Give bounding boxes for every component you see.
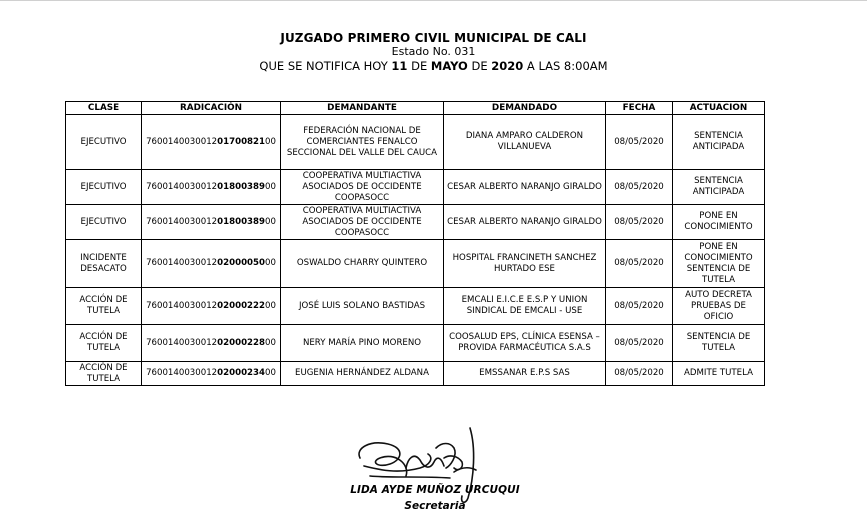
cell-actuacion: AUTO DECRETA PRUEBAS DE OFICIO bbox=[673, 288, 765, 325]
cell-clase: EJECUTIVO bbox=[66, 170, 142, 205]
cell-demandante: FEDERACIÓN NACIONAL DE COMERCIANTES FENALCO SECCIONAL DEL VALLE DEL CAUCA bbox=[281, 115, 444, 170]
cell-demandante: EUGENIA HERNÁNDEZ ALDANA bbox=[281, 362, 444, 386]
table-header-row bbox=[66, 102, 765, 115]
table-row bbox=[66, 170, 765, 205]
cell-actuacion: SENTENCIA ANTICIPADA bbox=[673, 115, 765, 170]
notice-de: DE bbox=[467, 59, 492, 73]
table-row bbox=[66, 205, 765, 240]
cell-fecha: 08/05/2020 bbox=[606, 362, 673, 386]
rad-suffix: 00 bbox=[265, 368, 276, 378]
cell-demandante: OSWALDO CHARRY QUINTERO bbox=[281, 240, 444, 288]
cell-actuacion: ADMITE TUTELA bbox=[673, 362, 765, 386]
cell-demandado: EMSSANAR E.P.S SAS bbox=[444, 362, 606, 386]
rad-suffix: 00 bbox=[265, 300, 276, 311]
cell-fecha: 08/05/2020 bbox=[606, 325, 673, 362]
top-border-line bbox=[0, 0, 867, 1]
column-header-fecha: FECHA bbox=[606, 102, 673, 115]
notice-de: DE bbox=[407, 59, 431, 73]
cell-radicacion bbox=[142, 362, 281, 386]
rad-bold: 01700821 bbox=[217, 136, 265, 147]
cell-fecha: 08/05/2020 bbox=[606, 115, 673, 170]
rad-prefix: 7600140030012 bbox=[146, 258, 218, 268]
rad-prefix: 7600140030012 bbox=[146, 216, 218, 227]
cell-radicacion bbox=[142, 205, 281, 240]
table-row bbox=[66, 288, 765, 325]
rad-bold: 02000228 bbox=[217, 337, 265, 348]
cell-demandante: COOPERATIVA MULTIACTIVA ASOCIADOS DE OCCIDENTE COOPASOCC bbox=[281, 205, 444, 240]
cell-demandante: JOSÉ LUIS SOLANO BASTIDAS bbox=[281, 288, 444, 325]
signer-name: LIDA AYDE MUÑOZ URCUQUI bbox=[350, 484, 520, 496]
cell-demandado: CESAR ALBERTO NARANJO GIRALDO bbox=[444, 170, 606, 205]
rad-prefix: 7600140030012 bbox=[146, 368, 218, 378]
rad-bold: 02000234 bbox=[217, 368, 265, 378]
rad-prefix: 7600140030012 bbox=[146, 337, 218, 348]
rad-prefix: 7600140030012 bbox=[146, 181, 218, 192]
column-header-clase: CLASE bbox=[66, 102, 142, 115]
rad-suffix: 00 bbox=[265, 337, 276, 348]
cell-clase: ACCIÓN DE TUTELA bbox=[66, 288, 142, 325]
rad-prefix: 7600140030012 bbox=[146, 300, 218, 311]
cell-radicacion bbox=[142, 325, 281, 362]
signer-role: Secretaria bbox=[404, 500, 466, 512]
rad-suffix: 00 bbox=[265, 216, 276, 227]
cell-clase: EJECUTIVO bbox=[66, 205, 142, 240]
cell-demandado: COOSALUD EPS, CLÍNICA ESENSA – PROVIDA FARMACÉUTICA S.A.S bbox=[444, 325, 606, 362]
table-row bbox=[66, 325, 765, 362]
table-row bbox=[66, 362, 765, 386]
rad-suffix: 00 bbox=[265, 136, 276, 147]
notice-month: MAYO bbox=[430, 59, 468, 73]
cell-demandado: HOSPITAL FRANCINETH SANCHEZ HURTADO ESE bbox=[444, 240, 606, 288]
table-row bbox=[66, 115, 765, 170]
column-header-radicacion: RADICACIÓN bbox=[142, 102, 281, 115]
rad-bold: 01800389 bbox=[217, 181, 265, 192]
notice-year: 2020 bbox=[491, 59, 524, 73]
cell-demandado: EMCALI E.I.C.E E.S.P Y UNION SINDICAL DE EMCALI - USE bbox=[444, 288, 606, 325]
cell-actuacion: PONE EN CONOCIMIENTO bbox=[673, 205, 765, 240]
column-header-actuacion: ACTUACION bbox=[673, 102, 765, 115]
cell-actuacion: SENTENCIA ANTICIPADA bbox=[673, 170, 765, 205]
table-row bbox=[66, 240, 765, 288]
court-title: JUZGADO PRIMERO CIVIL MUNICIPAL DE CALI bbox=[280, 31, 587, 45]
cell-clase: INCIDENTE DESACATO bbox=[66, 240, 142, 288]
estado-table bbox=[65, 101, 765, 386]
cell-radicacion bbox=[142, 240, 281, 288]
cell-fecha: 08/05/2020 bbox=[606, 288, 673, 325]
cell-fecha: 08/05/2020 bbox=[606, 170, 673, 205]
column-header-demandante: DEMANDANTE bbox=[281, 102, 444, 115]
notice-suffix: A LAS 8:00AM bbox=[523, 59, 608, 73]
rad-suffix: 00 bbox=[265, 258, 276, 268]
notice-prefix: QUE SE NOTIFICA HOY bbox=[259, 59, 392, 73]
cell-actuacion: PONE EN CONOCIMIENTO SENTENCIA DE TUTELA bbox=[673, 240, 765, 288]
cell-demandado: CESAR ALBERTO NARANJO GIRALDO bbox=[444, 205, 606, 240]
notice-day: 11 bbox=[391, 59, 408, 73]
cell-demandante: COOPERATIVA MULTIACTIVA ASOCIADOS DE OCCIDENTE COOPASOCC bbox=[281, 170, 444, 205]
rad-suffix: 00 bbox=[265, 181, 276, 192]
cell-demandado: DIANA AMPARO CALDERON VILLANUEVA bbox=[444, 115, 606, 170]
cell-demandante: NERY MARÍA PINO MORENO bbox=[281, 325, 444, 362]
cell-actuacion: SENTENCIA DE TUTELA bbox=[673, 325, 765, 362]
notification-line bbox=[0, 59, 867, 73]
cell-clase: ACCIÓN DE TUTELA bbox=[66, 362, 142, 386]
cell-radicacion bbox=[142, 170, 281, 205]
column-header-demandado: DEMANDADO bbox=[444, 102, 606, 115]
estado-number: Estado No. 031 bbox=[391, 45, 476, 58]
cell-clase: EJECUTIVO bbox=[66, 115, 142, 170]
rad-bold: 02000050 bbox=[217, 258, 265, 268]
cell-clase: ACCIÓN DE TUTELA bbox=[66, 325, 142, 362]
rad-bold: 01800389 bbox=[217, 216, 265, 227]
rad-prefix: 7600140030012 bbox=[146, 136, 218, 147]
cell-fecha: 08/05/2020 bbox=[606, 240, 673, 288]
cell-radicacion bbox=[142, 115, 281, 170]
cell-radicacion bbox=[142, 288, 281, 325]
handwritten-signature bbox=[350, 418, 500, 512]
rad-bold: 02000222 bbox=[217, 300, 265, 311]
cell-fecha: 08/05/2020 bbox=[606, 205, 673, 240]
